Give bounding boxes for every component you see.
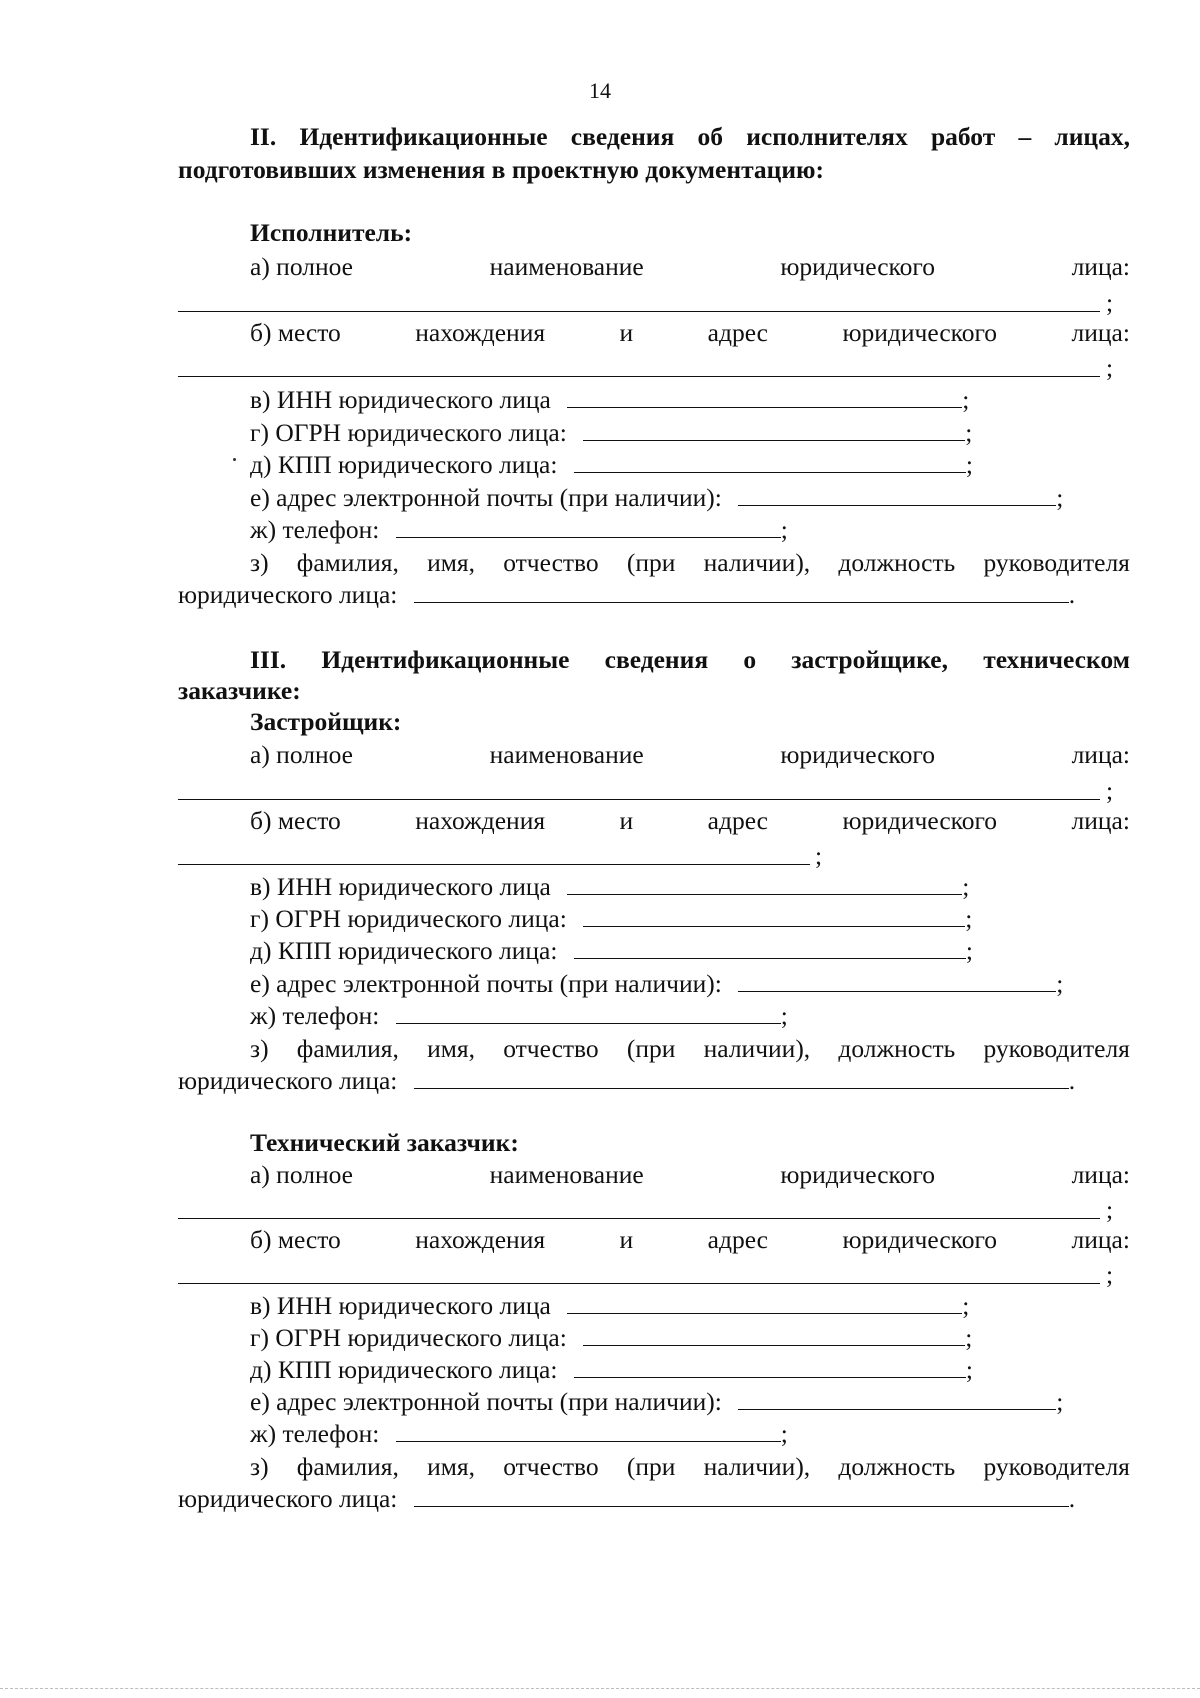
heading-word: III.: [250, 645, 287, 674]
semicolon: ;: [962, 1291, 970, 1320]
executor-field-phone: [250, 515, 788, 545]
semicolon: ;: [780, 1001, 788, 1030]
semicolon: ;: [1106, 1260, 1114, 1289]
word: юридического: [842, 806, 998, 835]
section3-heading-line2: заказчике:: [178, 676, 301, 705]
word: з): [250, 1452, 269, 1481]
word: наименование: [489, 252, 644, 281]
customer-name-blank[interactable]: [178, 1218, 1100, 1219]
ogrn-blank[interactable]: [583, 1323, 965, 1346]
heading-word: исполнителях: [746, 122, 908, 151]
executor-field-ogrn: [250, 418, 972, 448]
head-label: юридического лица:: [178, 580, 398, 609]
developer-name-blank[interactable]: [178, 799, 1100, 800]
heading-word: работ: [930, 122, 996, 151]
customer-field-head-label: [250, 1452, 1130, 1482]
developer-field-head-label: [250, 1034, 1130, 1064]
word: имя,: [427, 1452, 476, 1481]
heading-word: сведения: [570, 122, 675, 151]
heading-word: сведения: [604, 645, 709, 674]
word: нахождения: [415, 318, 546, 347]
email-blank[interactable]: [738, 483, 1056, 506]
ogrn-label: г) ОГРН юридического лица:: [250, 418, 567, 447]
executor-field-inn: [250, 385, 969, 415]
word: руководителя: [983, 1034, 1130, 1063]
ogrn-label: г) ОГРН юридического лица:: [250, 1323, 567, 1352]
word: должность: [838, 1452, 956, 1481]
word: з): [250, 1034, 269, 1063]
kpp-label: д) КПП юридического лица:: [250, 450, 558, 479]
word: з): [250, 548, 269, 577]
executor-field-b-label: [250, 318, 1130, 348]
inn-blank[interactable]: [567, 1291, 962, 1314]
phone-label: ж) телефон:: [250, 515, 380, 544]
semicolon: ;: [780, 515, 788, 544]
scan-edge-line: [0, 1688, 1200, 1689]
word: лица:: [1071, 740, 1130, 769]
word: наличии),: [703, 1034, 811, 1063]
semicolon: ;: [1106, 353, 1114, 382]
head-blank[interactable]: [414, 1484, 1069, 1507]
kpp-blank[interactable]: [574, 936, 966, 959]
customer-field-head-line2: [178, 1484, 1075, 1514]
word: отчество: [503, 1034, 599, 1063]
email-blank[interactable]: [738, 969, 1056, 992]
semicolon: ;: [1106, 288, 1114, 317]
word: отчество: [503, 1452, 599, 1481]
semicolon: ;: [1056, 1387, 1064, 1416]
word: наличии),: [703, 548, 811, 577]
customer-field-email: [250, 1387, 1063, 1417]
head-blank[interactable]: [414, 1066, 1069, 1089]
phone-blank[interactable]: [396, 1419, 781, 1442]
period: .: [1068, 580, 1076, 609]
semicolon: ;: [965, 1355, 973, 1384]
section3-heading-line1: [250, 645, 1130, 675]
developer-address-blank[interactable]: [178, 864, 810, 865]
developer-field-a-label: [250, 740, 1130, 770]
inn-blank[interactable]: [567, 385, 962, 408]
developer-field-b-label: [250, 806, 1130, 836]
semicolon: ;: [1056, 483, 1064, 512]
word: и: [619, 1225, 634, 1254]
customer-field-kpp: [250, 1355, 973, 1385]
phone-label: ж) телефон:: [250, 1001, 380, 1030]
executor-field-head-line2: [178, 580, 1075, 610]
word: фамилия,: [296, 1034, 399, 1063]
developer-field-ogrn: [250, 904, 972, 934]
section2-heading-line1: [250, 122, 1130, 152]
word: адрес: [707, 806, 768, 835]
semicolon: ;: [1106, 776, 1114, 805]
word: адрес: [707, 318, 768, 347]
word: отчество: [503, 548, 599, 577]
email-label: е) адрес электронной почты (при наличии):: [250, 969, 722, 998]
word: б) место: [250, 1225, 341, 1254]
customer-field-inn: [250, 1291, 969, 1321]
heading-word: II.: [250, 122, 277, 151]
phone-blank[interactable]: [396, 515, 781, 538]
kpp-blank[interactable]: [574, 1355, 966, 1378]
email-blank[interactable]: [738, 1387, 1056, 1410]
section2-heading-line2: подготовивших изменения в проектную документацию:: [178, 155, 825, 184]
word: руководителя: [983, 548, 1130, 577]
email-label: е) адрес электронной почты (при наличии):: [250, 1387, 722, 1416]
semicolon: ;: [965, 904, 973, 933]
period: .: [1068, 1484, 1076, 1513]
heading-word: лицах,: [1054, 122, 1130, 151]
heading-word: Идентификационные: [299, 122, 548, 151]
executor-name-blank[interactable]: [178, 311, 1100, 312]
executor-field-kpp: [250, 450, 973, 480]
word: юридического: [842, 318, 998, 347]
inn-label: в) ИНН юридического лица: [250, 872, 551, 901]
ogrn-label: г) ОГРН юридического лица:: [250, 904, 567, 933]
word: лица:: [1071, 252, 1130, 281]
customer-field-ogrn: [250, 1323, 972, 1353]
customer-title: Технический заказчик:: [250, 1128, 519, 1157]
word: фамилия,: [296, 1452, 399, 1481]
ogrn-blank[interactable]: [583, 418, 965, 441]
executor-field-head-label: [250, 548, 1130, 578]
word: лица:: [1071, 1225, 1130, 1254]
heading-word: –: [1018, 122, 1032, 151]
semicolon: ;: [965, 1323, 973, 1352]
word: б) место: [250, 806, 341, 835]
inn-blank[interactable]: [567, 872, 962, 895]
customer-address-blank[interactable]: [178, 1283, 1100, 1284]
word: (при: [626, 1034, 676, 1063]
kpp-blank[interactable]: [574, 450, 966, 473]
semicolon: ;: [815, 841, 823, 870]
word: должность: [838, 548, 956, 577]
executor-address-blank[interactable]: [178, 376, 1100, 377]
phone-blank[interactable]: [396, 1001, 781, 1024]
semicolon: ;: [780, 1419, 788, 1448]
word: адрес: [707, 1225, 768, 1254]
word: имя,: [427, 1034, 476, 1063]
word: а) полное: [250, 740, 353, 769]
word: лица:: [1071, 318, 1130, 347]
word: руководителя: [983, 1452, 1130, 1481]
developer-field-email: [250, 969, 1063, 999]
word: и: [619, 318, 634, 347]
developer-field-kpp: [250, 936, 973, 966]
head-label: юридического лица:: [178, 1484, 398, 1513]
heading-word: застройщике,: [791, 645, 948, 674]
developer-title: Застройщик:: [250, 707, 402, 736]
word: а) полное: [250, 1160, 353, 1189]
word: наименование: [489, 1160, 644, 1189]
word: наименование: [489, 740, 644, 769]
word: юридического: [780, 740, 935, 769]
head-blank[interactable]: [414, 580, 1069, 603]
head-label: юридического лица:: [178, 1066, 398, 1095]
semicolon: ;: [965, 450, 973, 479]
inn-label: в) ИНН юридического лица: [250, 385, 551, 414]
word: (при: [626, 548, 676, 577]
word: юридического: [780, 252, 935, 281]
executor-field-a-label: [250, 252, 1130, 282]
email-label: е) адрес электронной почты (при наличии):: [250, 483, 722, 512]
heading-word: техническом: [983, 645, 1130, 674]
developer-field-head-line2: [178, 1066, 1075, 1096]
word: а) полное: [250, 252, 353, 281]
semicolon: ;: [1106, 1195, 1114, 1224]
customer-field-b-label: [250, 1225, 1130, 1255]
word: лица:: [1071, 1160, 1130, 1189]
inn-label: в) ИНН юридического лица: [250, 1291, 551, 1320]
semicolon: ;: [1056, 969, 1064, 998]
word: б) место: [250, 318, 341, 347]
semicolon: ;: [965, 418, 973, 447]
phone-label: ж) телефон:: [250, 1419, 380, 1448]
executor-field-email: [250, 483, 1063, 513]
heading-word: о: [743, 645, 757, 674]
scan-speck: [233, 458, 236, 461]
semicolon: ;: [962, 872, 970, 901]
word: нахождения: [415, 1225, 546, 1254]
word: лица:: [1071, 806, 1130, 835]
heading-word: об: [697, 122, 723, 151]
customer-field-a-label: [250, 1160, 1130, 1190]
page-number: 14: [589, 78, 611, 103]
kpp-label: д) КПП юридического лица:: [250, 936, 558, 965]
word: нахождения: [415, 806, 546, 835]
word: (при: [626, 1452, 676, 1481]
word: должность: [838, 1034, 956, 1063]
semicolon: ;: [965, 936, 973, 965]
customer-field-phone: [250, 1419, 788, 1449]
period: .: [1068, 1066, 1076, 1095]
executor-title: Исполнитель:: [250, 218, 413, 247]
word: и: [619, 806, 634, 835]
ogrn-blank[interactable]: [583, 904, 965, 927]
word: юридического: [842, 1225, 998, 1254]
semicolon: ;: [962, 385, 970, 414]
word: имя,: [427, 548, 476, 577]
kpp-label: д) КПП юридического лица:: [250, 1355, 558, 1384]
word: фамилия,: [296, 548, 399, 577]
developer-field-phone: [250, 1001, 788, 1031]
developer-field-inn: [250, 872, 969, 902]
word: юридического: [780, 1160, 935, 1189]
heading-word: Идентификационные: [321, 645, 570, 674]
word: наличии),: [703, 1452, 811, 1481]
